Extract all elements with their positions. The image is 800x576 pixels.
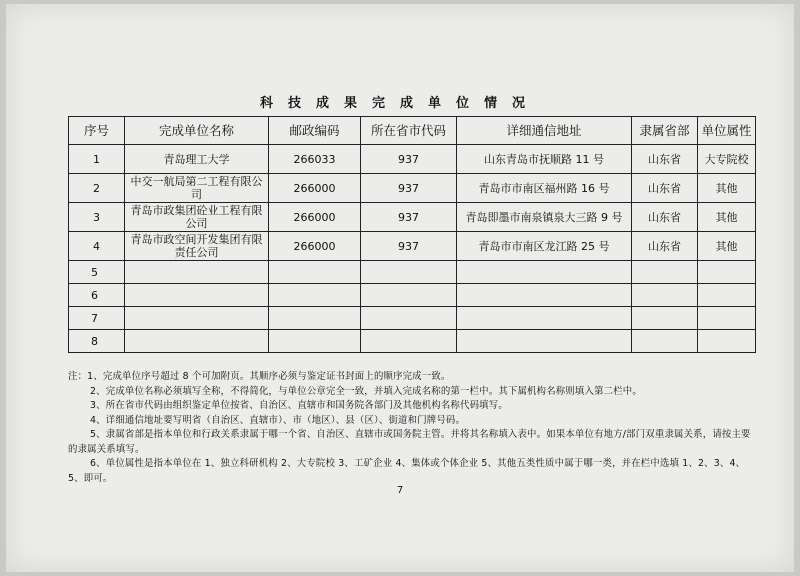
cell-seq: 5 xyxy=(69,261,125,284)
cell-seq: 1 xyxy=(69,145,125,174)
cell-unit-type: 其他 xyxy=(698,174,756,203)
cell-postal-code: 266000 xyxy=(269,203,361,232)
cell-unit-type: 其他 xyxy=(698,232,756,261)
cell-postal-code: 266000 xyxy=(269,232,361,261)
cell-unit-name: 青岛市政空间开发集团有限责任公司 xyxy=(125,232,269,261)
header-unit-type: 单位属性 xyxy=(698,117,756,145)
header-seq: 序号 xyxy=(69,117,125,145)
cell-unit-type: 大专院校 xyxy=(698,145,756,174)
cell-region-code: 937 xyxy=(361,145,457,174)
cell-unit-name: 青岛市政集团砼业工程有限公司 xyxy=(125,203,269,232)
document-page xyxy=(6,4,794,572)
note-4: 4、详细通信地址要写明省（自治区、直辖市）、市（地区）、县（区）、街道和门牌号码。 xyxy=(90,414,466,426)
cell-affiliation: 山东省 xyxy=(632,203,698,232)
cell-affiliation: 山东省 xyxy=(632,232,698,261)
cell-unit-name: 青岛理工大学 xyxy=(125,145,269,174)
header-address: 详细通信地址 xyxy=(457,117,632,145)
table-row-empty xyxy=(69,330,756,353)
notes-section xyxy=(68,370,756,486)
cell-region-code: 937 xyxy=(361,232,457,261)
header-unit-name: 完成单位名称 xyxy=(125,117,269,145)
cell-address: 青岛即墨市南泉镇泉大三路 9 号 xyxy=(457,203,632,232)
cell-address: 山东青岛市抚顺路 11 号 xyxy=(457,145,632,174)
cell-region-code: 937 xyxy=(361,203,457,232)
cell-seq: 8 xyxy=(69,330,125,353)
cell-seq: 2 xyxy=(69,174,125,203)
cell-seq: 4 xyxy=(69,232,125,261)
cell-unit-type: 其他 xyxy=(698,203,756,232)
cell-affiliation: 山东省 xyxy=(632,145,698,174)
table-row xyxy=(69,174,756,203)
cell-region-code: 937 xyxy=(361,174,457,203)
table-row xyxy=(69,203,756,232)
cell-postal-code: 266033 xyxy=(269,145,361,174)
header-region-code: 所在省市代码 xyxy=(361,117,457,145)
completion-units-table xyxy=(68,116,756,353)
cell-seq: 3 xyxy=(69,203,125,232)
table-row-empty xyxy=(69,284,756,307)
cell-seq: 6 xyxy=(69,284,125,307)
cell-address: 青岛市市南区福州路 16 号 xyxy=(457,174,632,203)
cell-affiliation: 山东省 xyxy=(632,174,698,203)
note-6: 6、单位属性是指本单位在 1、独立科研机构 2、大专院校 3、工矿企业 4、集体或个体企业 5、其他五类性质中属于哪一类，并在栏中选填 1、2、3、4、5、即可。 xyxy=(68,458,746,484)
table-row xyxy=(69,232,756,261)
note-5: 5、隶属省部是指本单位和行政关系隶属于哪一个省、自治区、直辖市或国务院主管。并将其名称填入表中。如果本单位有地方/部门双重隶属关系，请按主要的隶属关系填写。 xyxy=(68,429,751,455)
table-row xyxy=(69,145,756,174)
note-3: 3、所在省市代码由组织鉴定单位按省、自治区、直辖市和国务院各部门及其他机构名称代码填写。 xyxy=(90,400,508,411)
cell-unit-name: 中交一航局第二工程有限公司 xyxy=(125,174,269,203)
note-2: 2、完成单位名称必须填写全称，不得简化，与单位公章完全一致，并填入完成名称的第一栏中。其下属机构名称则填入第二栏中。 xyxy=(90,385,642,397)
table-row-empty xyxy=(69,261,756,284)
page-title: 科技成果完成单位情况 xyxy=(259,96,540,111)
table-row-empty xyxy=(69,307,756,330)
cell-seq: 7 xyxy=(69,307,125,330)
table-header-row xyxy=(69,117,756,145)
cell-postal-code: 266000 xyxy=(269,174,361,203)
header-postal-code: 邮政编码 xyxy=(269,117,361,145)
header-affiliation: 隶属省部 xyxy=(632,117,698,145)
page-number: 7 xyxy=(396,485,404,496)
cell-address: 青岛市市南区龙江路 25 号 xyxy=(457,232,632,261)
note-1: 注：1、完成单位序号超过 8 个可加附页。其顺序必须与鉴定证书封面上的顺序完成一致。 xyxy=(68,371,451,382)
